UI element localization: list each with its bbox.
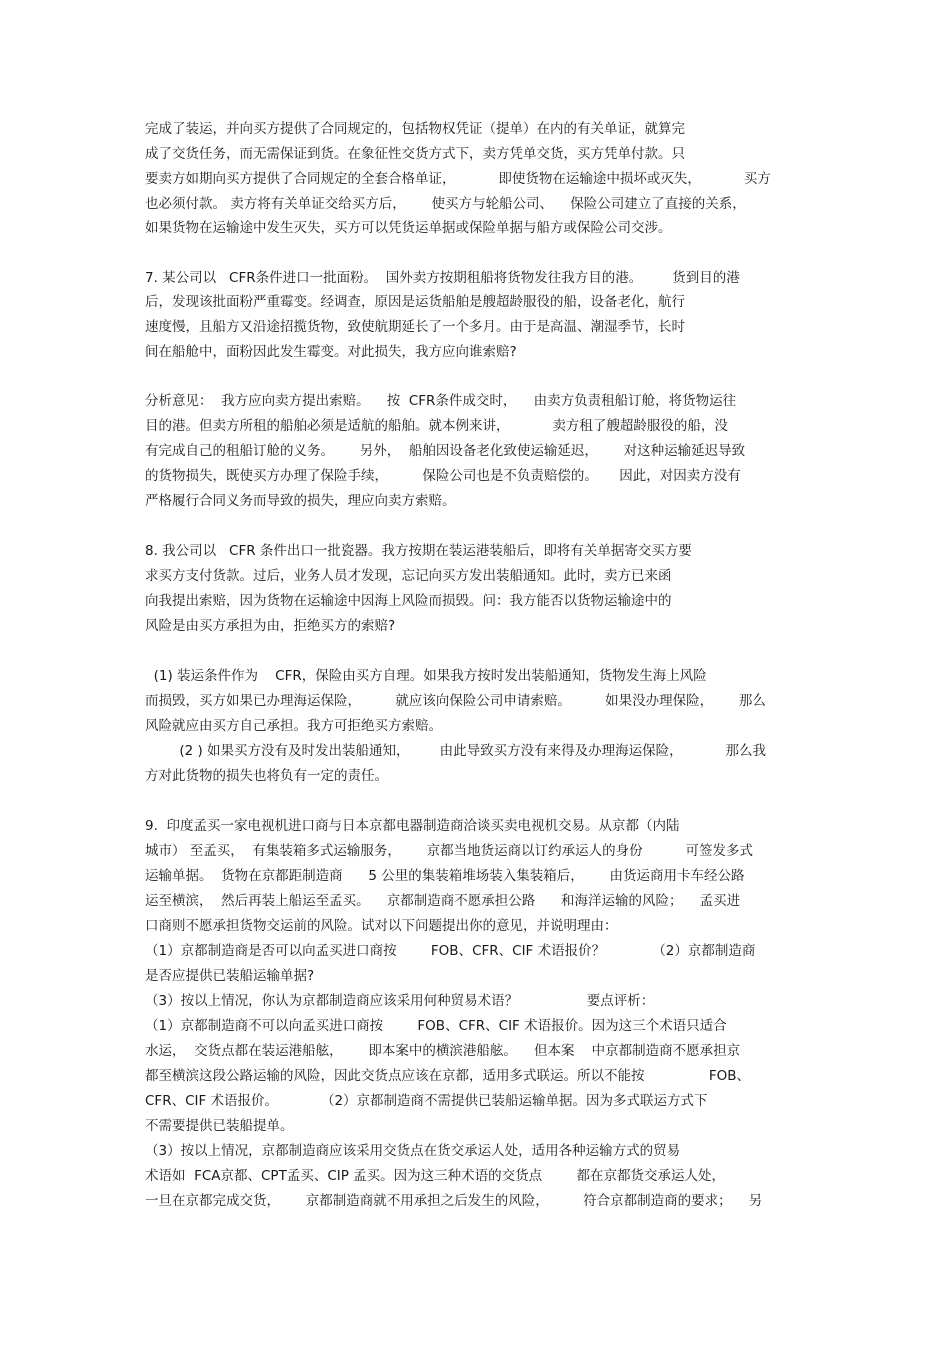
text-line: （3）按以上情况，京都制造商应该采用交货点在货交承运人处，适用各种运输方式的贸易 [145,1143,681,1159]
text-line: 水运， 交货点都在装运港船舷， 即本案中的横滨港船舷。 但本案 中京都制造商不愿承担京 [145,1043,741,1059]
text-line: 口商则不愿承担货物交运前的风险。试对以下问题提出你的意见，并说明理由： [145,918,618,934]
answer-8-point-1: (1) 装运条件作为 CFR，保险由买方自理。如果我方按时发出装船通知，货物发生海上风险 [145,668,707,684]
text-line: 向我提出索赔，因为货物在运输途中因海上风险而损毁。问：我方能否以货物运输途中的 [145,593,672,609]
text-line: 成了交货任务，而无需保证到货。在象征性交货方式下，卖方凭单交货，买方凭单付款。只 [145,146,685,162]
text-line: （1）京都制造商不可以向孟买进口商按 FOB、CFR、CIF 术语报价。因为这三个术语只适合 [145,1018,727,1034]
text-line: 城市） 至孟买， 有集装箱多式运输服务， 京都当地货运商以订约承运人的身份 可签发多式 [145,843,754,859]
text-line: 如果货物在运输途中发生灭失，买方可以凭货运单据或保险单据与船方或保险公司交涉。 [145,220,672,236]
text-line: 不需要提供已装船提单。 [145,1118,294,1134]
text-line: 的货物损失，既使买方办理了保险手续， 保险公司也是不负责赔偿的。 因此，对因卖方没有 [145,468,741,484]
text-line: 有完成自己的租船订舱的义务。 另外， 船舶因设备老化致使运输延迟， 对这种运输延迟导致 [145,443,746,459]
text-line: 完成了装运，并向买方提供了合同规定的，包括物权凭证（提单）在内的有关单证，就算完 [145,121,685,137]
text-line: 方对此货物的损失也将负有一定的责任。 [145,768,388,784]
question-9-heading: 9. 印度孟买一家电视机进口商与日本京都电器制造商洽谈买卖电视机交易。从京都（内陆 [145,818,680,834]
text-line: 速度慢，且船方又沿途招揽货物，致使航期延长了一个多月。由于是高温、潮湿季节，长时 [145,319,685,335]
question-8-heading: 8. 我公司以 CFR 条件出口一批瓷器。我方按期在装运港装船后，即将有关单据寄交买方要 [145,543,692,559]
text-line: 目的港。但卖方所租的船舶必须是适航的船舶。就本例来讲， 卖方租了艘超龄服役的船，没 [145,418,728,434]
text-line: （3）按以上情况，你认为京都制造商应该采用何种贸易术语？ 要点评析： [145,993,655,1009]
text-line: 术语如 FCA京都、CPT孟买、CIP 孟买。因为这三种术语的交货点 都在京都货交承运人处， [145,1168,725,1184]
analysis-heading: 分析意见： 我方应向卖方提出索赔。 按 CFR条件成交时， 由卖方负责租船订舱，将货物运往 [145,393,737,409]
text-line: 也必须付款。 卖方将有关单证交给买方后， 使买方与轮船公司、 保险公司建立了直接的关系， [145,196,746,212]
text-line: 后，发现该批面粉严重霉变。经调查，原因是运货船舶是艘超龄服役的船，设备老化，航行 [145,294,685,310]
text-line: （1）京都制造商是否可以向孟买进口商按 FOB、CFR、CIF 术语报价？ （2）京都制造商 [145,943,756,959]
question-7-heading: 7. 某公司以 CFR条件进口一批面粉。 国外卖方按期租船将货物发往我方目的港。 货到目的港 [145,270,740,286]
text-line: 求买方支付货款。过后，业务人员才发现，忘记向买方发出装船通知。此时，卖方已来函 [145,568,672,584]
text-line: 是否应提供已装船运输单据? [145,968,315,984]
answer-8-point-2: (2 ) 如果买方没有及时发出装船通知， 由此导致买方没有来得及办理海运保险， 那么我 [145,743,766,759]
text-line: 运输单据。 货物在京都距制造商 5 公里的集装箱堆场装入集装箱后， 由货运商用卡车经公路 [145,868,745,884]
text-line: 严格履行合同义务而导致的损失，理应向卖方索赔。 [145,493,456,509]
text-line: 都至横滨这段公路运输的风险，因此交货点应该在京都，适用多式联运。所以不能按 FOB、 [145,1068,751,1084]
text-line: 间在船舱中，面粉因此发生霉变。对此损失，我方应向谁索赔? [145,344,517,360]
text-line: 风险就应由买方自己承担。我方可拒绝买方索赔。 [145,718,442,734]
text-line: 运至横滨， 然后再装上船运至孟买。 京都制造商不愿承担公路 和海洋运输的风险； 孟买进 [145,893,741,909]
text-line: 一旦在京都完成交货， 京都制造商就不用承担之后发生的风险， 符合京都制造商的要求； 另 [145,1193,763,1209]
text-line: CFR、CIF 术语报价。 （2）京都制造商不需提供已装船运输单据。因为多式联运方式下 [145,1093,708,1109]
text-line: 要卖方如期向买方提供了合同规定的全套合格单证， 即使货物在运输途中损坏或灭失， 买方 [145,171,771,187]
text-line: 风险是由买方承担为由，拒绝买方的索赔? [145,618,396,634]
text-line: 而损毁，买方如果已办理海运保险， 就应该向保险公司申请索赔。 如果没办理保险， 那么 [145,693,766,709]
